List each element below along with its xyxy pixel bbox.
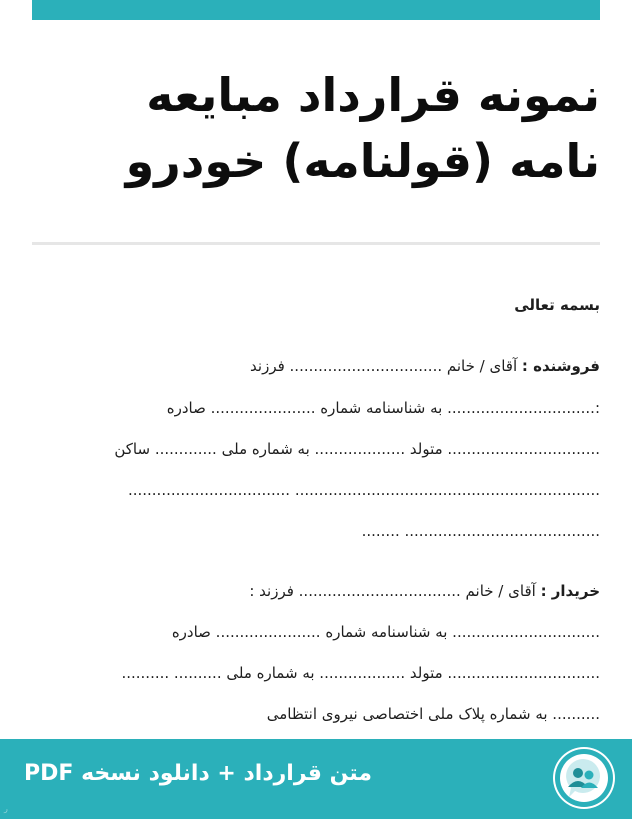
title-line-1: نمونه قرارداد مبایعه (146, 68, 600, 122)
buyer-line-4: .......... به شماره پلاک ملی اختصاصی نیروی انتظامی (266, 705, 600, 723)
document-title (80, 62, 600, 194)
seller-line-1-text: آقای / خانم ................................ فرزند (250, 357, 518, 375)
seller-line-3: ................................ متولد ................... به شماره ملی ............. ساکن (114, 440, 600, 458)
corner-mark: ر (4, 804, 8, 813)
seller-line-2: :............................... به شناسنامه شماره ...................... صادره (166, 399, 600, 417)
buyer-line-2: ............................... به شناسنامه شماره ...................... صادره (171, 623, 600, 641)
download-banner-text[interactable]: متن قرارداد + دانلود نسخه PDF (24, 761, 372, 786)
top-accent-bar (32, 0, 600, 20)
people-chat-logo-icon (553, 747, 615, 809)
seller-line-5: ......................................... ........ (361, 522, 600, 540)
logo-graphic (553, 747, 615, 809)
title-divider (32, 242, 600, 245)
seller-label: فروشنده : (521, 357, 600, 375)
buyer-line-3: ................................ متولد .................. به شماره ملی .......... .......... (121, 664, 600, 682)
buyer-line-1 (30, 582, 600, 600)
invocation-heading: بسمه تعالی (514, 296, 600, 314)
buyer-line-1-text: آقای / خانم .................................. فرزند : (249, 582, 536, 600)
seller-line-4: ................................................................ .................................. (127, 481, 600, 499)
buyer-label: خریدار : (540, 582, 600, 600)
download-banner[interactable] (0, 739, 632, 819)
seller-line-1 (30, 357, 600, 375)
title-line-2: نامه (قولنامه) خودرو (125, 134, 600, 188)
